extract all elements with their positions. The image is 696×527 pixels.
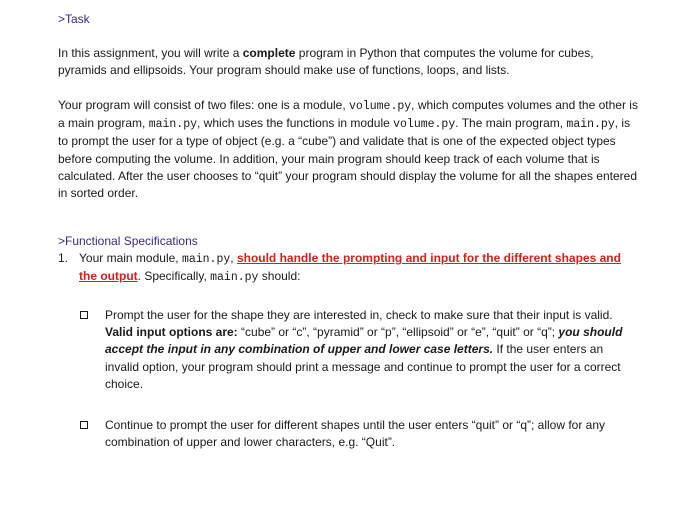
spec-item-1-text-4: should: (258, 269, 301, 284)
bullet-item-2 (80, 417, 640, 451)
spec-item-1-emphasis: should handle the prompting and input for the different shapes and the output (79, 251, 621, 284)
spec-item-1-text-1: Your main module, (79, 251, 182, 265)
intro-text-2: program in Python that computes the volume for cubes, pyramids and ellipsoids. Your program should make use of functions, loops, and lists. (58, 46, 594, 78)
checkbox-bullet-icon (80, 311, 88, 319)
bullet-1-text-2: “cube” or “c”, “pyramid” or “p”, “ellipsoid” or “e”, “quit” or “q”; (237, 325, 559, 340)
intro-text-1: In this assignment, you will write a (58, 46, 243, 60)
spec-item-1 (58, 250, 638, 286)
bullet-2-text-1: Continue to prompt the user for different shapes until the user enters “quit” or “q”; allow for any combination of upper and lower characters, e.g. “Quit”. (105, 418, 606, 450)
files-code-3: volume.py (393, 118, 456, 132)
functional-specs-heading: >Functional Specifications (58, 234, 198, 248)
spec-item-1-text-2: , (230, 251, 237, 265)
files-code-1: volume.py (349, 100, 412, 113)
spec-item-1-number: 1. (58, 251, 69, 265)
intro-paragraph (58, 45, 638, 79)
bullet-1-bold-italic: you should accept the input in any combination of upper and lower case letters. (105, 325, 623, 357)
bullet-1-bold: Valid input options are: (105, 325, 238, 340)
task-heading: >Task (58, 12, 90, 26)
spec-item-1-code-2: main.py (210, 271, 259, 285)
files-text-2: , which computes volumes and the other is a main program, (58, 98, 638, 131)
files-text-1: Your program will consist of two files: one is a module, (58, 98, 350, 112)
files-code-2: main.py (148, 118, 198, 132)
files-paragraph (58, 97, 638, 202)
bullet-1-text-1: Prompt the user for the shape they are interested in, check to make sure that their input is valid. (105, 308, 613, 322)
bullet-1-text-3: If the user enters an invalid option, your program should print a message and continue to prompt the user for a correct choice. (105, 342, 621, 391)
intro-bold: complete (242, 46, 296, 60)
files-text-5: , is to prompt the user for a type of object (e.g. a “cube”) and validate that is one of the expected object types before computing the volume. In addition, your main program should keep track of each volume that is calculated. After the user chooses to “quit” your program should display the volume for all the shapes entered in sorted order. (58, 116, 637, 201)
files-text-4: . The main program, (455, 116, 567, 131)
bullet-item-1 (80, 307, 640, 393)
files-code-4: main.py (566, 118, 615, 132)
spec-item-1-code-1: main.py (181, 253, 231, 266)
spec-item-1-text-3: . Specifically, (137, 269, 211, 284)
files-text-3: , which uses the functions in module (197, 116, 394, 131)
checkbox-bullet-icon (80, 421, 88, 429)
